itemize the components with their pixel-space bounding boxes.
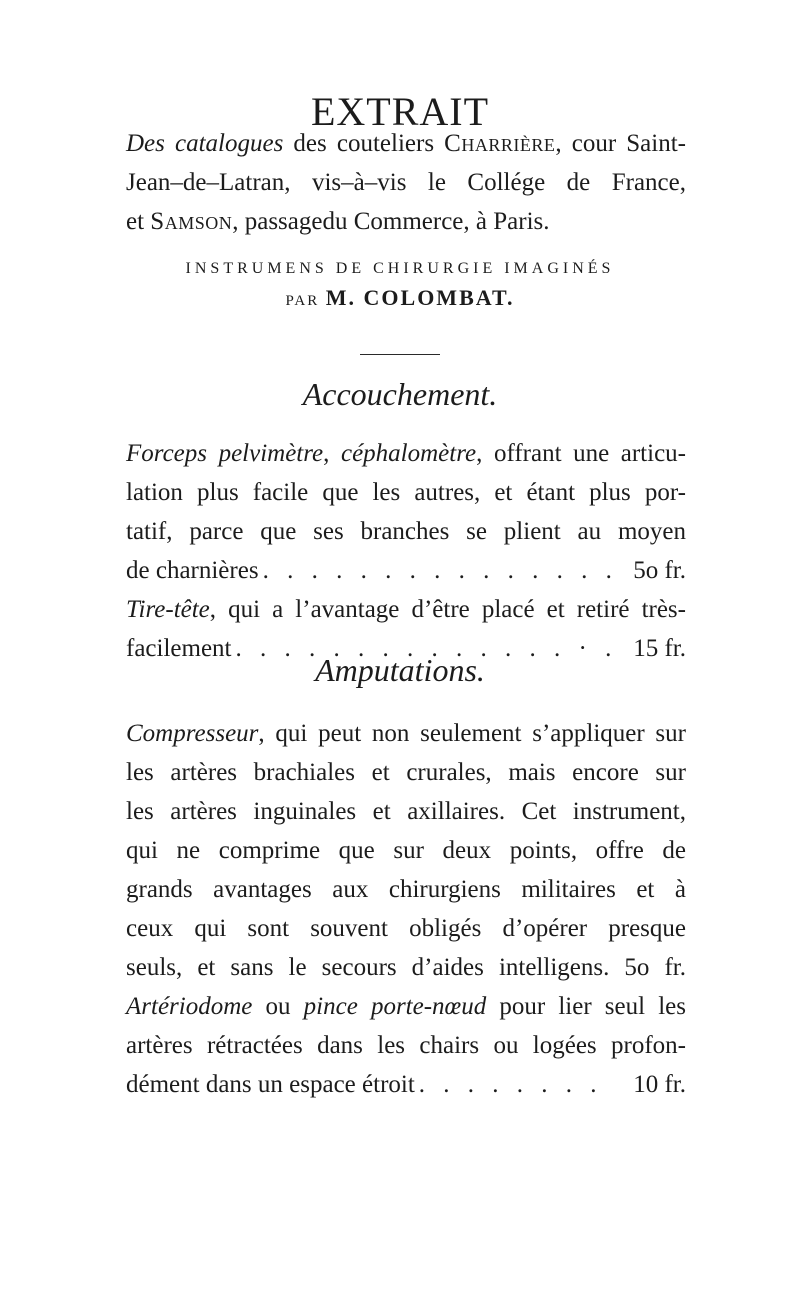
entry-arteriodome-last-text: dément dans un espace étroit <box>126 1071 415 1098</box>
entry-arteriodome-name-2: pince porte-nœud <box>303 993 487 1020</box>
entry-forceps-line-2: lation plus facile que les autres, et étant plus por- <box>126 479 686 506</box>
entry-arteriodome-line-2: artères rétractées dans les chairs ou logées profon- <box>126 1032 686 1059</box>
author-par: PAR <box>285 293 320 309</box>
author-line <box>0 285 800 311</box>
entry-forceps-name-2: céphalomètre <box>340 440 477 467</box>
entry-arteriodome-price: 10 fr. <box>633 1071 686 1098</box>
section-amputations-body <box>126 714 686 1104</box>
entry-compresseur-text: , qui peut non seulement s’appliquer sur <box>258 720 686 747</box>
entry-compresseur-line-2: les artères brachiales et crurales, mais encore sur <box>126 759 686 786</box>
entry-forceps-last-text: de charnières <box>126 557 259 584</box>
entry-compresseur-line-1 <box>126 714 686 753</box>
intro-line-2: Jean–de–Latran, vis–à–vis le Collége de France, <box>126 169 686 196</box>
entry-tire-tete-text: , qui a l’avantage d’être placé et retiré très- <box>209 596 686 623</box>
entry-compresseur-line-3: les artères inguinales et axillaires. Cet instrument, <box>126 798 686 825</box>
entry-compresseur-line-7: seuls, et sans le secours d’aides intelligens. 5o fr. <box>126 954 686 981</box>
dot-leader: . . . . . . . . <box>418 1071 603 1098</box>
author-name: M. COLOMBAT. <box>325 285 515 310</box>
section-accouchement-body <box>126 434 686 668</box>
entry-forceps-text: , offrant une articu- <box>476 440 686 467</box>
entry-tire-tete-last-text: facilement <box>126 635 232 662</box>
entry-compresseur-name: Compresseur <box>126 720 259 747</box>
entry-forceps-price: 5o fr. <box>633 557 686 584</box>
intro-name-samson: Samson <box>150 208 233 235</box>
entry-forceps-sep: , <box>323 440 341 467</box>
intro-line-3-start: et <box>126 208 151 235</box>
intro-name-charriere: Charrière <box>444 130 556 157</box>
dot-leader: . . . . . . . . . . . . . . · . <box>235 635 618 662</box>
entry-compresseur-line-4: qui ne comprime que sur deux points, offre de <box>126 837 686 864</box>
intro-paragraph <box>126 124 686 241</box>
entry-tire-tete-line-1 <box>126 590 686 629</box>
entry-arteriodome-line-1 <box>126 987 686 1026</box>
entry-forceps-line-1 <box>126 434 686 473</box>
entry-forceps-name: Forceps pelvimètre <box>126 440 324 467</box>
intro-text-end: , cour Saint- <box>555 130 686 157</box>
intro-text: des couteliers <box>283 130 445 157</box>
entry-arteriodome-price-line <box>126 1065 686 1104</box>
entry-compresseur-line-6: ceux qui sont souvent obligés d’opérer presque <box>126 915 686 942</box>
entry-arteriodome-name: Artériodome <box>126 993 253 1020</box>
entry-tire-tete-name: Tire-tête <box>126 596 210 623</box>
section-title-accouchement: Accouchement. <box>302 376 498 412</box>
intro-italic: Des catalogues <box>126 130 284 157</box>
section-title-amputations: Amputations. <box>315 652 485 688</box>
page-title: EXTRAIT <box>310 89 490 134</box>
entry-forceps-price-line <box>126 551 686 590</box>
entry-tire-tete-price: 15 fr. <box>633 635 686 662</box>
divider-rule <box>360 354 440 355</box>
entry-forceps-line-3: tatif, parce que ses branches se plient au moyen <box>126 518 686 545</box>
instruments-heading: INSTRUMENS DE CHIRURGIE IMAGINÉS <box>185 260 615 277</box>
entry-arteriodome-text: pour lier seul les <box>486 993 686 1020</box>
intro-line-3-end: , passagedu Commerce, à Paris. <box>232 208 550 235</box>
intro-line-1 <box>126 124 686 163</box>
entry-arteriodome-mid: ou <box>252 993 304 1020</box>
dot-leader: . . . . . . . . . . . . . . . <box>262 557 618 584</box>
entry-compresseur-line-5: grands avantages aux chirurgiens militaires et à <box>126 876 686 903</box>
intro-line-3 <box>126 202 686 241</box>
